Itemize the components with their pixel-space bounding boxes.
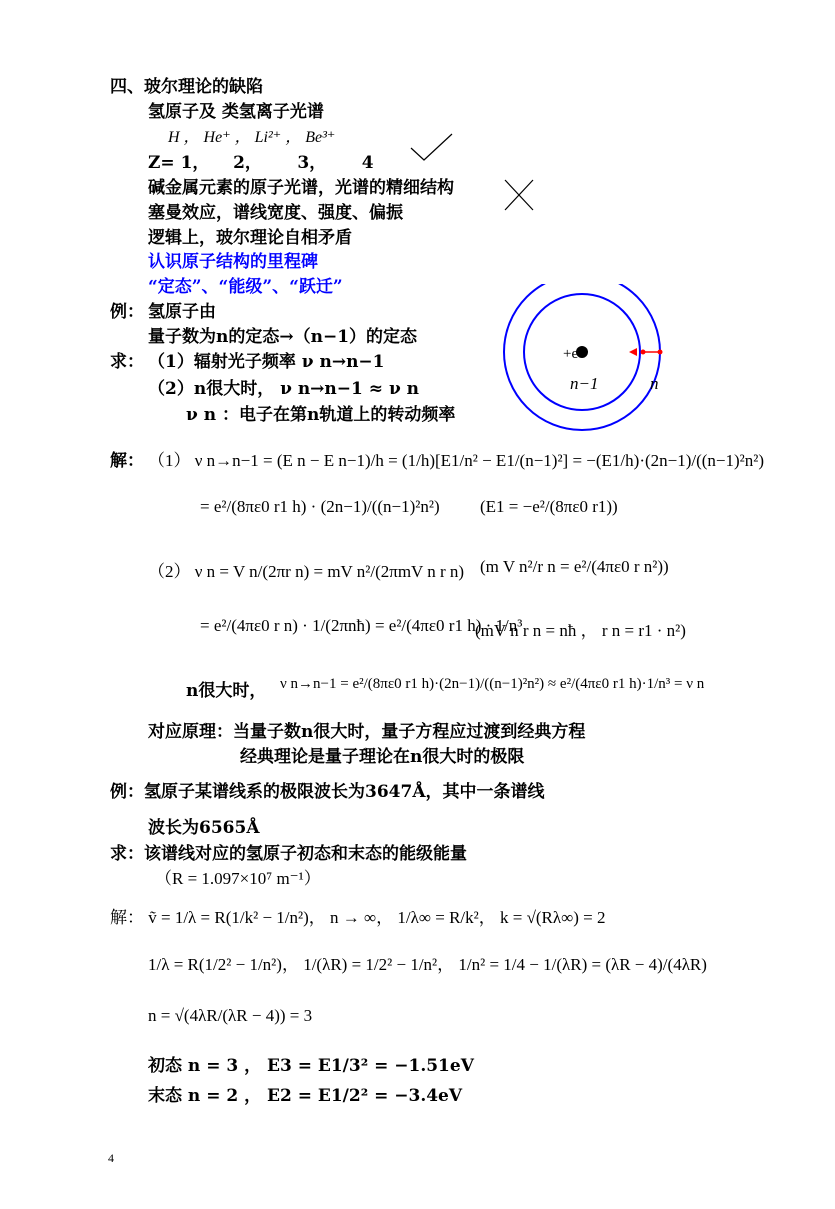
z-values: Z= 1， 2， 3， 4: [148, 153, 374, 173]
section-title: 四、玻尔理论的缺陷: [110, 77, 263, 97]
solution1-eq3: （2） ν n = V n/(2πr n) = mV n²/(2πmV n r n): [148, 562, 465, 581]
solution1-eq2-note: (E1 = −e²/(8πε0 r1)): [480, 497, 618, 516]
zeeman-line: 塞曼效应，谱线宽度、强度、偏振: [148, 203, 403, 223]
principle-line1: 对应原理：当量子数n很大时，量子方程应过渡到经典方程: [148, 722, 586, 742]
solution1-eq5-prefix: n很大时，: [186, 681, 267, 701]
example2-line1: 例：氢原子某谱线系的极限波长为3647Å，其中一条谱线: [110, 782, 545, 802]
example1-q2b: ν n ：电子在第n轨道上的转动频率: [186, 405, 456, 425]
solution1-eq2: = e²/(8πε0 r1 h) · (2n−1)/((n−1)²n²): [200, 497, 440, 516]
outer-orbit-label: n: [650, 374, 659, 393]
inner-orbit-label: n−1: [570, 374, 599, 393]
solution1-eq3-note: (m V n²/r n = e²/(4πε0 r n²)): [480, 557, 669, 576]
alkali-line: 碱金属元素的原子光谱，光谱的精细结构: [148, 178, 454, 198]
milestone-line: 认识原子结构的里程碑: [148, 252, 318, 272]
example1-line2: 量子数为n的定态→（n−1）的定态: [148, 327, 418, 347]
solution2-eq3: n = √(4λR/(λR − 4)) = 3: [148, 1006, 313, 1025]
example2-line2: 波长为6565Å: [148, 818, 260, 838]
check-mark-icon: [408, 130, 456, 164]
example1-q1: （1）辐射光子频率 ν n→n−1: [148, 352, 385, 372]
solution2-final: 末态 n = 2 ， E2 = E1/2² = −3.4eV: [148, 1086, 463, 1106]
solution1-eq5: ν n→n−1 = e²/(8πε0 r1 h)·(2n−1)/((n−1)²n²) ≈ e²/(4πε0 r1 h)·1/n³ = ν n: [280, 676, 705, 692]
solution1-eq4: = e²/(4πε0 r n) · 1/(2πnħ) = e²/(4πε0 r1 h) · 1/n³: [200, 616, 523, 635]
solution2-eq1: 解： ṽ = 1/λ = R(1/k² − 1/n²)， n → ∞， 1/λ∞ = R/k²， k = √(Rλ∞) = 2: [110, 908, 606, 927]
principle-line2: 经典理论是量子理论在n很大时的极限: [240, 747, 525, 767]
spectra-label: 氢原子及 类氢离子光谱: [148, 102, 324, 122]
nucleus-label: +e: [563, 346, 579, 362]
example1-label: 例：: [110, 302, 144, 322]
example1-q2: （2）n很大时， ν n→n−1 ≈ ν n: [148, 379, 420, 399]
orbit-diagram: [500, 284, 680, 444]
ion-list: H ， He⁺ ， Li²⁺ ， Be³⁺: [168, 129, 336, 146]
solution1-eq1: （1） ν n→n−1 = (E n − E n−1)/h = (1/h)[E1/n² − E1/(n−1)²] = −(E1/h)·(2n−1)/((n−1)²n²): [148, 451, 765, 470]
example1-line1: 氢原子由: [148, 302, 216, 322]
example2-given: （R = 1.097×10⁷ m⁻¹）: [155, 869, 321, 888]
example2-ask: 求：该谱线对应的氢原子初态和末态的能级能量: [110, 844, 467, 864]
solution1-eq4-note: (mV n r n = nħ ， r n = r1 · n²): [475, 621, 686, 640]
page-number: 4: [108, 1151, 114, 1165]
cross-mark-icon: [503, 178, 535, 212]
example1-ask: 求：: [110, 352, 144, 372]
solution2-initial: 初态 n = 3 ， E3 = E1/3² = −1.51eV: [148, 1056, 474, 1076]
solution1-label: 解：: [110, 451, 144, 471]
logic-line: 逻辑上，玻尔理论自相矛盾: [148, 228, 352, 248]
concepts-line: “定态”、“能级”、“跃迁”: [148, 277, 343, 297]
solution2-eq2: 1/λ = R(1/2² − 1/n²)， 1/(λR) = 1/2² − 1/n²， 1/n² = 1/4 − 1/(λR) = (λR − 4)/(4λR): [148, 955, 707, 974]
